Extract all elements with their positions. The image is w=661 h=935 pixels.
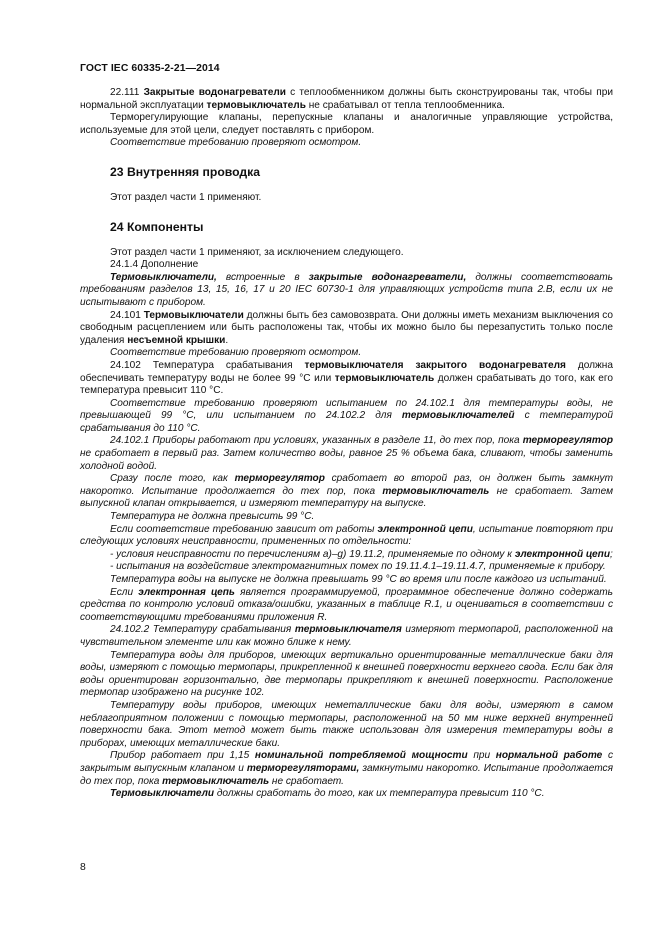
text-run: Этот раздел части 1 применяют, за исключением следующего. — [110, 246, 404, 258]
page-number: 8 — [80, 862, 86, 873]
paragraph — [80, 700, 613, 750]
bold-term: термовыключатель — [334, 372, 435, 384]
paragraph — [80, 473, 613, 511]
text-run: с закрытым выпускным клапаном и — [80, 750, 614, 774]
paragraph — [80, 561, 613, 574]
text-run: встроенные в — [216, 271, 309, 283]
text-run: Температура воды на выпуске не должна превышать 99 °С во время или после каждого из испытаний. — [110, 574, 607, 585]
paragraph — [80, 435, 613, 473]
text-run: не срабатывал от тепла теплообменника. — [305, 99, 505, 111]
paragraph — [80, 587, 613, 625]
text-run: должны соответствовать требованиям разделов 13, 15, 16, 17 и 20 IEC 60730-1 для управляющих устройств типа 2.В, если их не испытывают с прибором. — [80, 271, 613, 308]
text-run: Если соответствие требованию зависит от работы — [110, 523, 378, 535]
text-run: . — [225, 334, 229, 346]
section-heading: 23 Внутренняя проводка — [110, 164, 261, 179]
paragraph — [80, 624, 613, 649]
paragraph — [80, 650, 613, 700]
bold-term: терморегулятор — [234, 473, 325, 485]
bold-term: термовыключателя — [294, 624, 402, 636]
section-heading: 24 Компоненты — [110, 219, 204, 234]
document-header: ГОСТ IEC 60335-2-21—2014 — [80, 63, 220, 74]
text-run: должен срабатывать до того, как его температура превысит 110 °С. — [80, 372, 613, 397]
text-run: 24.1.4 Дополнение — [110, 259, 199, 271]
paragraph — [80, 192, 613, 205]
bold-term: Термовыключатели, — [110, 271, 217, 283]
bold-term: Термовыключатели — [110, 788, 215, 800]
text-run: 24.102.2 Температуру срабатывания — [110, 624, 295, 636]
paragraph — [80, 524, 613, 549]
text-run: Соответствие требованию проверяют испытанием по 24.102.1 для температуры воды, не превышающей 99 °С, или испытанием по 24.102.2 для — [80, 397, 613, 422]
bold-term: терморегуляторами, — [246, 762, 360, 774]
text-run: 24.102 Температура срабатывания — [110, 359, 305, 371]
bold-term: терморегулятор — [522, 435, 613, 447]
bold-term: электронной цепи — [514, 548, 611, 560]
document-body — [80, 87, 613, 801]
text-run: Сразу после того, как — [110, 473, 235, 485]
bold-term: несъемной крышки — [127, 334, 226, 346]
bold-term: термовыключателя закрытого водонагревателя — [304, 359, 566, 371]
paragraph — [80, 398, 613, 436]
paragraph — [80, 310, 613, 348]
text-run: не сработает в первый раз. Затем количество воды, равное 25 % объема бака, сливают, чтобы заменить холодной водой. — [80, 448, 613, 472]
paragraph — [80, 112, 613, 137]
text-run: с теплообменником должны быть сконструированы так, чтобы при нормальной эксплуатации — [80, 87, 613, 111]
text-run: Соответствие требованию проверяют осмотром. — [110, 347, 362, 359]
text-run: замкнутыми накоротко. Испытание продолжается до тех пор, пока — [80, 762, 613, 787]
paragraph — [80, 788, 613, 801]
text-run: не сработает. — [269, 775, 344, 787]
paragraph — [80, 247, 613, 260]
bold-term: электронная цепь — [138, 586, 235, 598]
bold-term: термовыключатель — [382, 485, 490, 497]
text-run: сработает во второй раз, он должен быть замкнут накоротко. Испытание продолжается до тех пор, пока — [80, 473, 613, 497]
text-run: при — [467, 750, 496, 762]
paragraph — [80, 549, 613, 562]
paragraph — [80, 87, 613, 112]
text-run: Если — [110, 586, 139, 598]
bold-term: номинальной потребляемой мощности — [254, 750, 468, 762]
text-run: ; — [610, 548, 613, 560]
paragraph — [80, 259, 613, 272]
bold-term: электронной цепи — [377, 523, 473, 535]
text-run: Прибор работает при 1,15 — [110, 750, 255, 762]
paragraph — [80, 360, 613, 398]
text-run: является программируемой, программное обеспечение должно содержать средства по контролю условий отказа/ошибки, указанных в таблице R.1, и оцениваться в соответствии с соответствующими требованиями приложения R. — [80, 586, 613, 623]
text-run: 24.102.1 Приборы работают при условиях, указанных в разделе 11, до тех пор, пока — [110, 435, 523, 447]
paragraph — [80, 347, 613, 360]
text-run: Температура воды для приборов, имеющих вертикально ориентированные металлические баки для воды, измеряют с помощью термопары, прикрепленной к внешней поверхности верхнего свода. Если бак для воды ориентирован горизонтально, две термопары прикрепляют к внешней поверхности. Расположение термопар изображено на рисунке 102. — [80, 649, 613, 699]
text-run: должна обеспечивать температуру воды не более 99 °С или — [80, 359, 613, 384]
text-run: Соответствие требованию проверяют осмотром. — [110, 137, 362, 149]
text-run: Терморегулирующие клапаны, перепускные клапаны и аналогичные управляющие устройства, используемые для этой цели, следует поставлять с прибором. — [80, 112, 613, 136]
text-run: должны быть без самовозврата. Они должны иметь механизм выключения со свободным расцеплением или быть расположены так, чтобы их можно было бы перезапустить только после удаления — [80, 309, 614, 346]
text-run: - условия неисправности по перечислениям а)–g) 19.11.2, применяемые по одному к — [110, 548, 515, 560]
paragraph — [80, 272, 613, 310]
paragraph — [80, 574, 613, 587]
paragraph — [80, 511, 613, 524]
text-run: Этот раздел части 1 применяют. — [110, 191, 262, 203]
text-run: - испытания на воздействие электромагнитных помех по 19.11.4.1–19.11.4.7, применяемые к прибору. — [110, 561, 606, 573]
text-run: , испытание повторяют при следующих условиях неисправности, примененных по отдельности: — [80, 523, 613, 548]
text-run: 24.101 — [110, 309, 144, 321]
bold-term: термовыключатель — [206, 99, 306, 111]
bold-term: нормальной работе — [495, 750, 603, 762]
paragraph — [80, 137, 613, 150]
text-run: 22.111 — [110, 87, 144, 98]
text-run: должны сработать до того, как их температура превысит 110 °С. — [214, 788, 545, 800]
text-run: не сработает. Затем выпускной клапан открывается, и измеряют температуру на выпуске. — [80, 485, 613, 510]
text-run: измеряют термопарой, расположенной на чувствительном элементе или как можно ближе к нему. — [80, 624, 613, 648]
text-run: Температуру воды приборов, имеющих неметаллические баки для воды, измеряют в самом неблагоприятном положении с помощью термопары, расположенной на 50 мм ниже верхней внутренней поверхности бака. Этот метод может быть также использован для измерения температуры воды в приборах, имеющих металлические баки. — [80, 699, 613, 749]
bold-term: Термовыключатели — [143, 309, 244, 321]
bold-term: термовыключатель — [162, 775, 270, 787]
bold-term: термовыключателей — [401, 410, 515, 422]
bold-term: закрытые водонагреватели, — [308, 271, 467, 283]
text-run: Температура не должна превысить 99 °С. — [110, 511, 315, 523]
bold-term: Закрытые водонагреватели — [143, 87, 286, 98]
text-run: с температурой срабатывания до 110 °С. — [80, 410, 613, 434]
paragraph — [80, 750, 613, 788]
